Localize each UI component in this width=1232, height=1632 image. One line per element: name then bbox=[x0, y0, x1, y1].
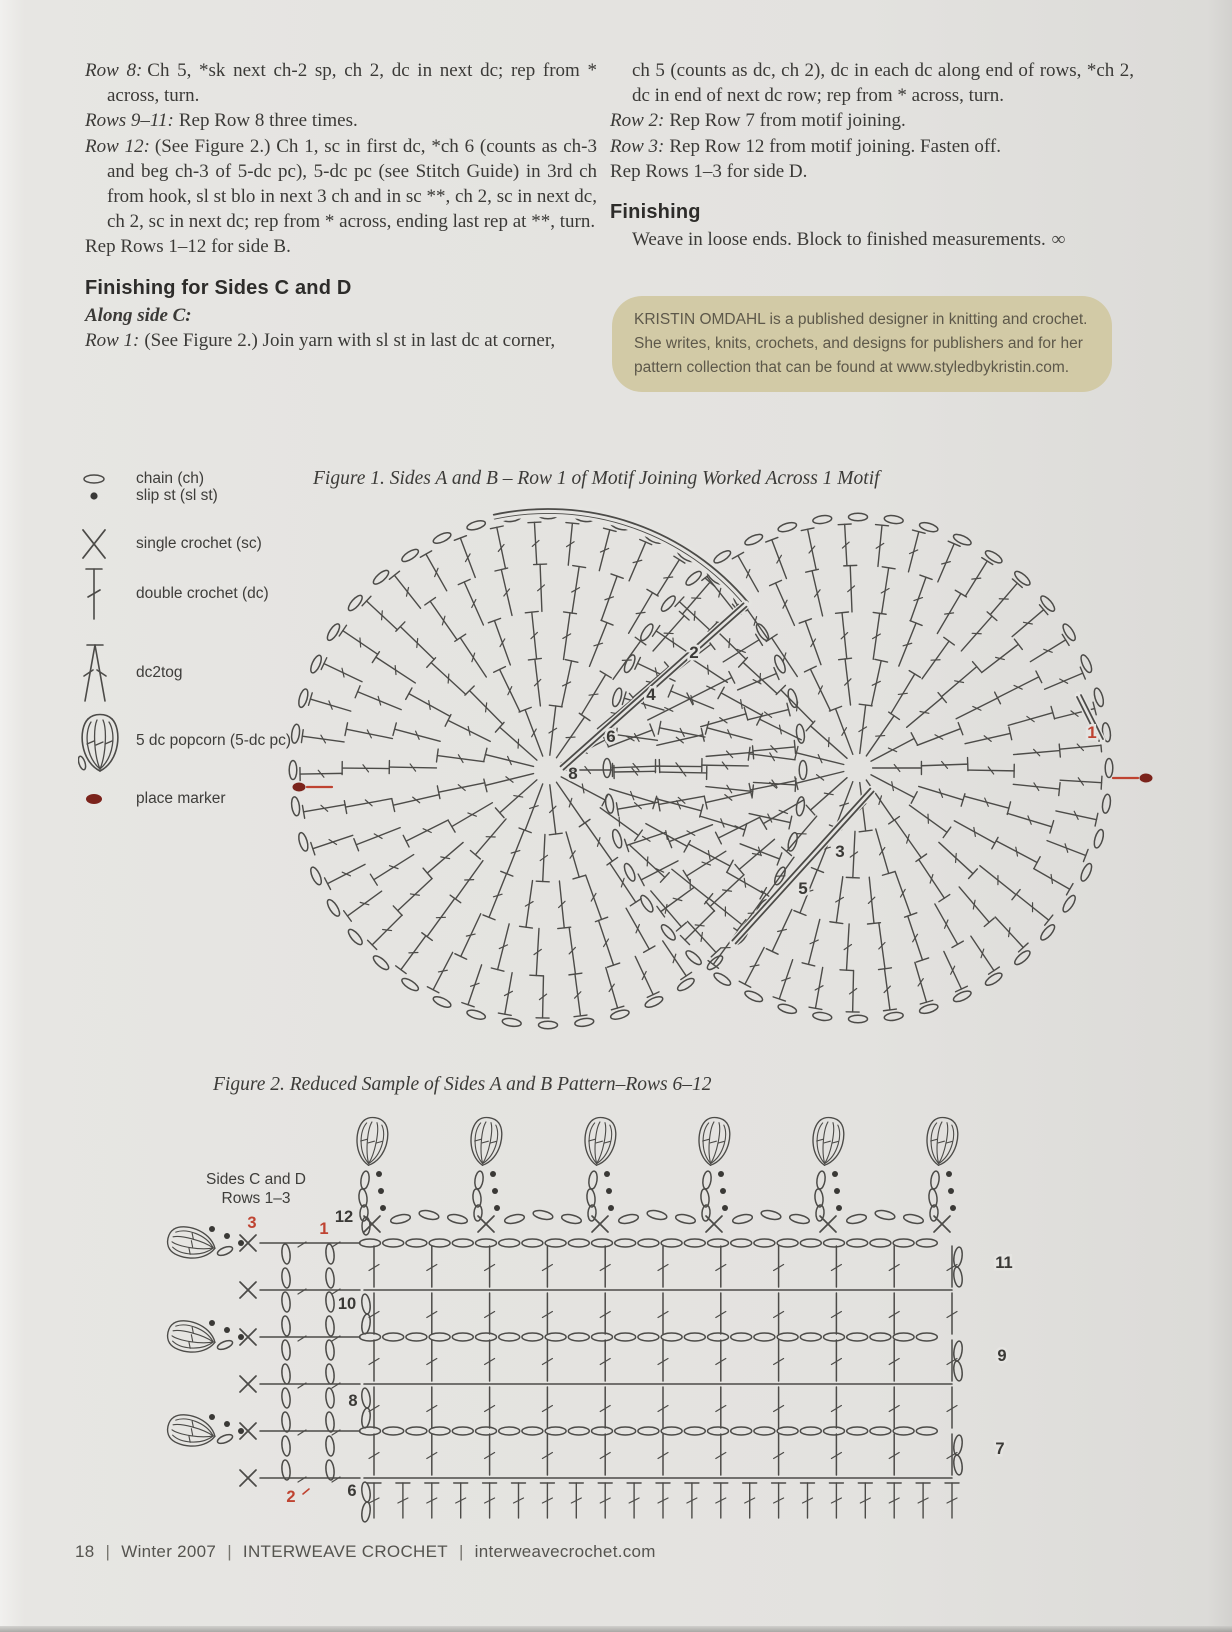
svg-text:1: 1 bbox=[319, 1220, 329, 1238]
legend-item bbox=[78, 707, 291, 775]
row-label: Row 1: bbox=[85, 330, 140, 352]
body-paragraph: Rep Rows 1–12 for side B. bbox=[85, 236, 291, 258]
row-label: Row 2: bbox=[610, 110, 665, 132]
legend-label: single crochet (sc) bbox=[136, 535, 262, 552]
paragraph-text: (See Figure 2.) Join yarn with sl st in last dc at corner, bbox=[144, 330, 556, 352]
paragraph-text: Rep Row 8 three times. bbox=[178, 110, 358, 132]
row-label: Row 8: bbox=[85, 60, 143, 81]
legend-item bbox=[78, 641, 183, 705]
svg-text:5: 5 bbox=[798, 879, 808, 898]
magazine-name: INTERWEAVE CROCHET bbox=[242, 1542, 448, 1561]
legend-label: place marker bbox=[136, 790, 226, 807]
svg-text:7: 7 bbox=[995, 1440, 1005, 1458]
body-paragraph bbox=[610, 227, 1134, 252]
page-number: 18 bbox=[75, 1542, 95, 1561]
svg-text:12: 12 bbox=[334, 1208, 354, 1226]
svg-text:2: 2 bbox=[286, 1488, 296, 1506]
paragraph-text: (See Figure 2.) Ch 1, sc in first dc, *ch 6 (counts as ch-3 and beg ch-3 of 5-dc pc), 5-dc pc (see Stitch Guide) in 3rd ch from hook, sl st blo in next 3 ch and in sc **, ch 2, sc in next dc, ch 2, sc in next dc; rep from * across, ending last rep at **, turn. bbox=[107, 135, 597, 233]
section-heading: Finishing for Sides C and D bbox=[85, 276, 352, 299]
paragraph-text: Rep Row 12 from motif joining. Fasten off. bbox=[669, 135, 1001, 157]
legend-label: double crochet (dc) bbox=[136, 585, 269, 602]
figure1-caption: Figure 1. Sides A and B – Row 1 of Motif Joining Worked Across 1 Motif bbox=[313, 468, 880, 489]
footer-separator: | bbox=[105, 1542, 111, 1561]
slip-stitch-symbol-icon bbox=[78, 485, 126, 507]
svg-text:4: 4 bbox=[646, 685, 656, 704]
dc2tog-symbol-icon bbox=[78, 641, 126, 705]
body-paragraph: Rep Rows 1–3 for side D. bbox=[610, 160, 808, 182]
body-paragraph bbox=[85, 134, 597, 235]
svg-text:8: 8 bbox=[348, 1392, 358, 1410]
side-label-line1: Sides C and D bbox=[206, 1171, 306, 1188]
row-label: Rows 9–11: bbox=[85, 110, 174, 132]
page-footer bbox=[75, 1542, 656, 1562]
legend-item bbox=[78, 485, 218, 507]
legend-item bbox=[78, 565, 269, 623]
section-heading: Finishing bbox=[610, 201, 701, 224]
svg-text:2: 2 bbox=[689, 643, 699, 662]
issue-name: Winter 2007 bbox=[121, 1542, 217, 1561]
footer-separator: | bbox=[458, 1542, 464, 1561]
svg-text:9: 9 bbox=[997, 1347, 1007, 1365]
body-paragraph: ch 5 (counts as dc, ch 2), dc in each dc along end of rows, *ch 2, dc in end of next dc row; rep from * across, turn. bbox=[632, 60, 1134, 107]
body-paragraph bbox=[610, 134, 1134, 159]
left-column bbox=[85, 58, 597, 353]
body-paragraph bbox=[610, 108, 1134, 133]
place-marker-symbol-icon bbox=[78, 788, 126, 810]
legend-label: 5 dc popcorn (5-dc pc) bbox=[136, 732, 292, 749]
paragraph-text: Rep Row 7 from motif joining. bbox=[669, 110, 906, 132]
paragraph-text: Ch 5, *sk next ch-2 sp, ch 2, dc in next dc; rep from * across, turn. bbox=[107, 60, 598, 107]
author-bio: KRISTIN OMDAHL is a published designer in knitting and crochet. She writes, knits, crochets, and designs for publishers and for her pattern collection that can be found at www.styledbykristin.com. bbox=[612, 296, 1112, 392]
legend-label: dc2tog bbox=[136, 664, 183, 681]
website-url: interweavecrochet.com bbox=[474, 1542, 656, 1561]
legend-label: chain (ch) bbox=[136, 470, 205, 487]
legend-item bbox=[78, 526, 262, 562]
section-subheading: Along side C: bbox=[85, 304, 192, 326]
svg-text:8: 8 bbox=[568, 764, 578, 783]
figure1-diagram bbox=[289, 511, 1113, 1029]
single-crochet-symbol-icon bbox=[78, 526, 126, 562]
right-column bbox=[610, 58, 1134, 252]
paragraph-text: Weave in loose ends. Block to finished measurements. bbox=[632, 229, 1046, 251]
row-label: Row 3: bbox=[610, 135, 665, 157]
svg-text:3: 3 bbox=[835, 842, 845, 861]
footer-separator: | bbox=[227, 1542, 232, 1561]
popcorn-symbol-icon bbox=[78, 707, 126, 775]
svg-text:6: 6 bbox=[347, 1482, 357, 1500]
double-crochet-symbol-icon bbox=[78, 565, 126, 623]
svg-text:6: 6 bbox=[606, 727, 616, 746]
side-label-line2: Rows 1–3 bbox=[221, 1190, 291, 1207]
body-paragraph bbox=[85, 58, 597, 108]
svg-text:10: 10 bbox=[337, 1295, 357, 1313]
body-paragraph bbox=[85, 328, 597, 353]
legend-label: slip st (sl st) bbox=[136, 487, 218, 504]
legend-item bbox=[78, 788, 226, 810]
end-of-article-mark: ∞ bbox=[1051, 229, 1065, 251]
body-paragraph bbox=[85, 108, 597, 133]
figure2-side-label bbox=[186, 1170, 326, 1208]
svg-text:1: 1 bbox=[1087, 723, 1097, 742]
figure2-caption: Figure 2. Reduced Sample of Sides A and B Pattern–Rows 6–12 bbox=[213, 1074, 712, 1095]
svg-text:3: 3 bbox=[247, 1214, 257, 1232]
row-label: Row 12: bbox=[85, 135, 150, 157]
svg-text:11: 11 bbox=[995, 1254, 1013, 1272]
